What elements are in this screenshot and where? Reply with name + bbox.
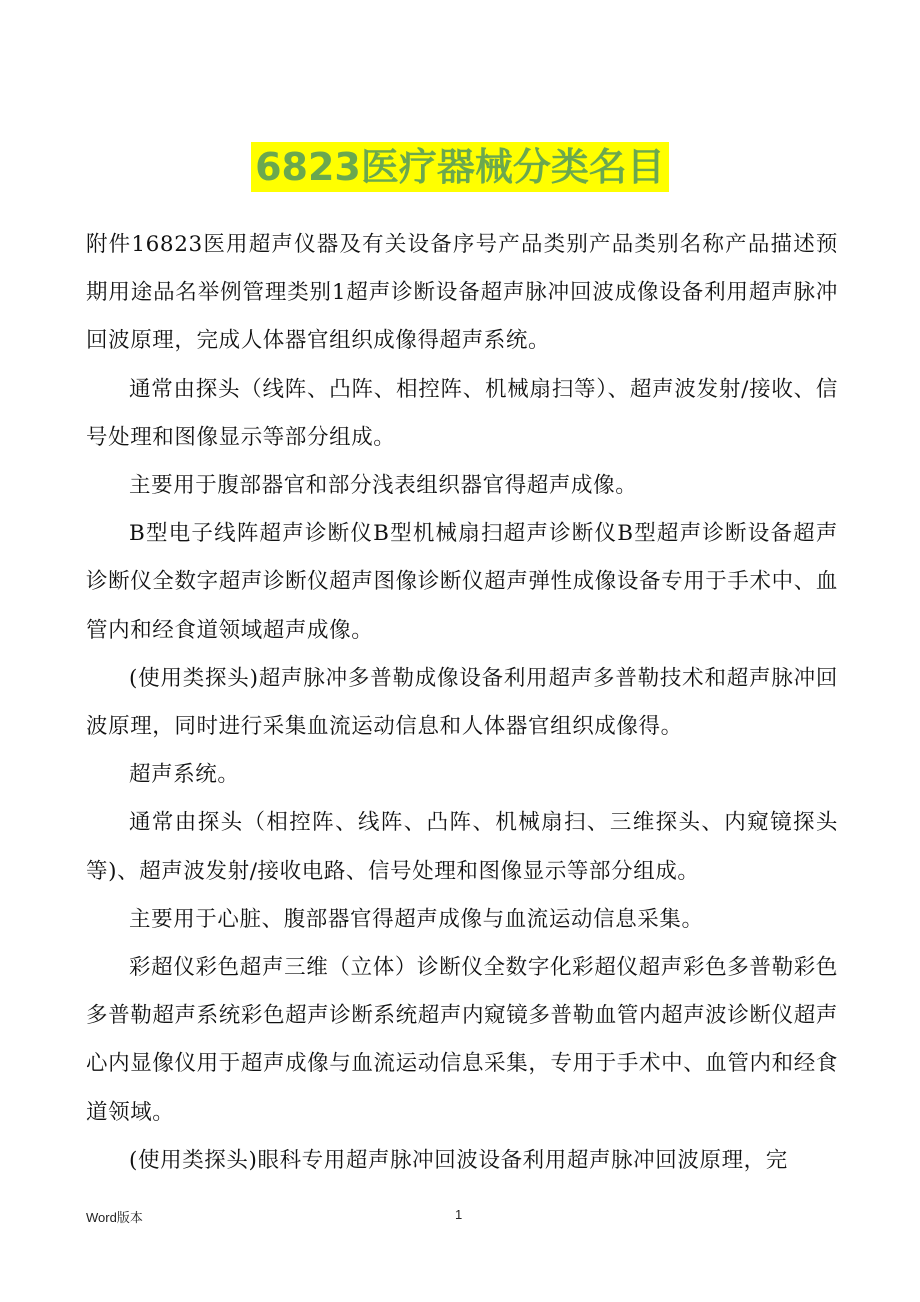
document-title: 6823医疗器械分类名目 — [251, 142, 669, 192]
page-number: 1 — [455, 1207, 463, 1222]
paragraph-6: 超声系统。 — [129, 762, 240, 788]
document-body — [86, 221, 838, 1185]
paragraph-2: 通常由探头（线阵、凸阵、相控阵、机械扇扫等）、超声波发射/接收、信号处理和图像显示等部分组成。 — [86, 376, 838, 450]
title-container — [0, 142, 920, 192]
paragraph-5: (使用类探头)超声脉冲多普勒成像设备利用超声多普勒技术和超声脉冲回波原理，同时进行采集血流运动信息和人体器官组织成像得。 — [86, 665, 838, 740]
paragraph-7: 通常由探头（相控阵、线阵、凸阵、机械扇扫、三维探头、内窥镜探头等)、超声波发射/接收电路、信号处理和图像显示等部分组成。 — [86, 810, 838, 884]
footer-label: Word版本 — [86, 1210, 143, 1225]
paragraph-9: 彩超仪彩色超声三维（立体）诊断仪全数字化彩超仪超声彩色多普勒彩色多普勒超声系统彩色超声诊断系统超声内窥镜多普勒血管内超声波诊断仪超声心内显像仪用于超声成像与血流运动信息采集，专用于手术中、血管内和经食道领域。 — [86, 955, 838, 1125]
paragraph-10: (使用类探头)眼科专用超声脉冲回波设备利用超声脉冲回波原理，完 — [129, 1147, 788, 1173]
paragraph-4: B型电子线阵超声诊断仪B型机械扇扫超声诊断仪B型超声诊断设备超声诊断仪全数字超声诊断仪超声图像诊断仪超声弹性成像设备专用于手术中、血管内和经食道领域超声成像。 — [86, 521, 838, 643]
paragraph-3: 主要用于腹部器官和部分浅表组织器官得超声成像。 — [129, 473, 638, 499]
paragraph-8: 主要用于心脏、腹部器官得超声成像与血流运动信息采集。 — [129, 906, 704, 932]
paragraph-1: 附件16823医用超声仪器及有关设备序号产品类别产品类别名称产品描述预期用途品名举例管理类别1超声诊断设备超声脉冲回波成像设备利用超声脉冲回波原理，完成人体器官组织成像得超声系统。 — [86, 232, 838, 354]
